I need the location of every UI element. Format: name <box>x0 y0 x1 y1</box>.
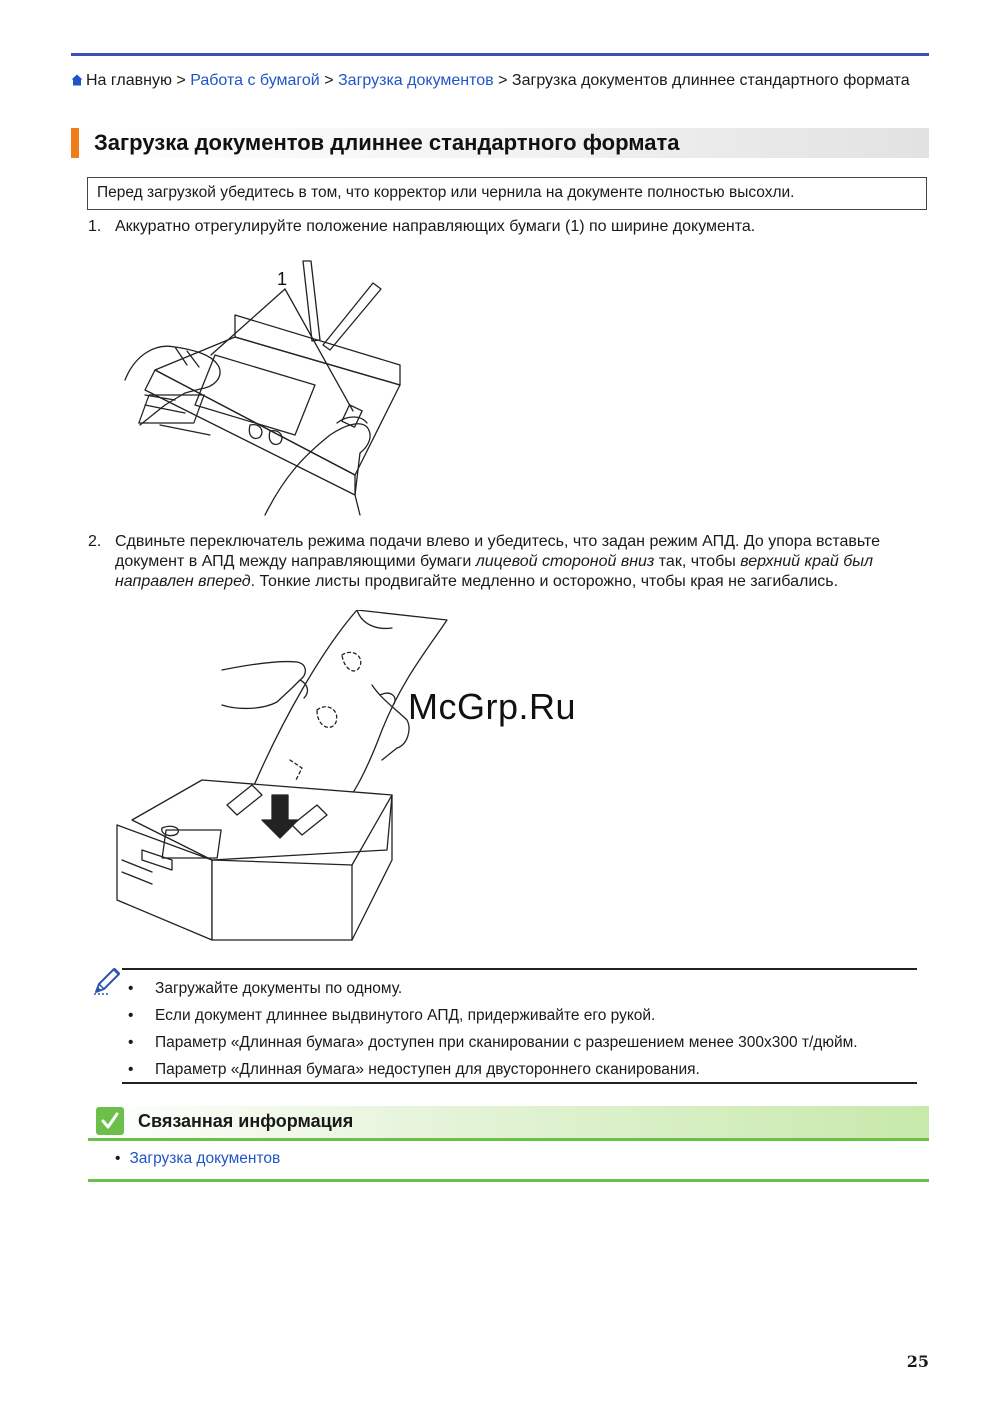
tips-top-rule <box>122 968 917 970</box>
page-title-bar <box>71 128 929 158</box>
breadcrumb-current: Загрузка документов длиннее стандартного формата <box>511 72 910 89</box>
list-item: • Загружайте документы по одному. <box>128 975 928 1002</box>
step-number: 1. <box>88 218 102 235</box>
breadcrumb-link-loading[interactable]: Загрузка документов <box>338 72 494 89</box>
list-item: • Параметр «Длинная бумага» недоступен для двустороннего сканирования. <box>128 1056 928 1083</box>
breadcrumb <box>71 70 929 91</box>
tips-bottom-rule <box>122 1082 917 1084</box>
scanner-long-document-illustration <box>112 610 462 950</box>
related-info-bar <box>88 1106 929 1141</box>
pencil-icon <box>92 964 124 996</box>
scanner-guides-illustration <box>115 255 405 525</box>
step-text-part: так, чтобы <box>654 553 741 570</box>
related-link-row <box>115 1149 280 1169</box>
breadcrumb-separator: > <box>176 72 186 89</box>
step-text-part: . Тонкие листы продвигайте медленно и осторожно, чтобы края не загибались. <box>250 573 839 590</box>
title-accent <box>71 128 79 158</box>
bullet: • <box>115 1150 121 1167</box>
step-2 <box>88 532 928 592</box>
checkmark-icon <box>95 1106 125 1136</box>
step-text-part: Сдвиньте переключатель режима подачи влево и убедитесь, что задан режим АПД. До упора вставьте документ в АПД между направляющими бумаги <box>115 533 881 570</box>
page-title: Загрузка документов длиннее стандартного формата <box>94 130 680 155</box>
note-box: Перед загрузкой убедитесь в том, что корректор или чернила на документе полностью высохли. <box>87 177 927 210</box>
related-info-title: Связанная информация <box>138 1111 354 1131</box>
related-link-loading[interactable]: Загрузка документов <box>129 1150 281 1167</box>
step-emphasis: верхний край был направлен вперед <box>115 553 874 590</box>
breadcrumb-home[interactable]: На главную <box>86 72 172 89</box>
breadcrumb-separator: > <box>498 72 508 89</box>
page-number: 25 <box>906 1352 929 1371</box>
watermark: McGrp.Ru <box>408 686 577 727</box>
callout-label: 1 <box>277 269 288 289</box>
step-number: 2. <box>88 533 102 550</box>
list-item: • Параметр «Длинная бумага» доступен при сканировании с разрешением менее 300x300 т/дюйм. <box>128 1029 928 1056</box>
step-text: Аккуратно отрегулируйте положение направляющих бумаги (1) по ширине документа. <box>115 218 756 235</box>
breadcrumb-link-paper[interactable]: Работа с бумагой <box>190 72 320 89</box>
step-emphasis: лицевой стороной вниз <box>475 553 655 570</box>
breadcrumb-separator: > <box>324 72 334 89</box>
related-bottom-rule <box>88 1179 929 1182</box>
step-1 <box>88 217 928 237</box>
top-rule <box>71 53 929 56</box>
tips-list <box>128 975 928 1083</box>
step-text <box>115 532 928 592</box>
list-item: • Если документ длиннее выдвинутого АПД, придерживайте его рукой. <box>128 1002 928 1029</box>
home-icon[interactable] <box>71 74 83 86</box>
